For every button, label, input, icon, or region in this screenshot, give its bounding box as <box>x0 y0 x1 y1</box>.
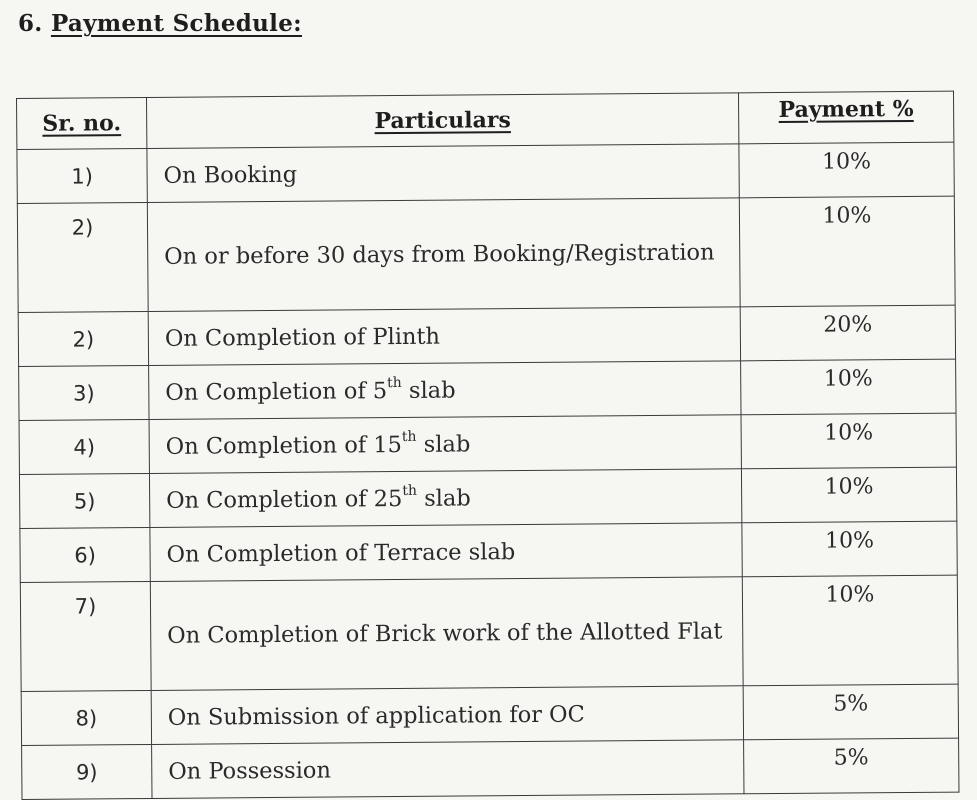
row-particular: On Submission of application for OC <box>151 686 743 745</box>
header-particulars: Particulars <box>146 93 738 149</box>
row-payment: 10% <box>742 521 957 577</box>
row-sr-no: 4) <box>19 419 149 474</box>
section-number: 6. <box>18 10 43 37</box>
header-sr-no: Sr. no. <box>17 97 147 149</box>
row-particular: On Booking <box>147 144 739 203</box>
table-row <box>19 467 956 528</box>
row-particular: On Completion of Plinth <box>148 307 740 366</box>
row-particular: On Completion of Brick work of the Allotted Flat <box>150 577 743 691</box>
row-particular: On Completion of 5th slab <box>149 361 741 420</box>
row-payment: 20% <box>740 305 955 361</box>
row-sr-no: 9) <box>22 744 152 799</box>
row-sr-no: 3) <box>19 365 149 420</box>
row-particular: On Possession <box>152 740 744 799</box>
row-particular: On Completion of 15th slab <box>149 415 741 474</box>
row-sr-no: 5) <box>19 473 149 528</box>
row-sr-no: 2) <box>18 311 148 366</box>
row-payment: 10% <box>739 196 955 307</box>
payment-schedule-table <box>16 91 959 800</box>
table-row <box>22 738 959 799</box>
section-title: Payment Schedule: <box>50 10 302 37</box>
row-particular: On Completion of Terrace slab <box>150 523 742 582</box>
row-sr-no: 1) <box>17 148 147 203</box>
table-header-row <box>17 91 954 149</box>
header-payment-percent: Payment % <box>738 91 953 144</box>
row-sr-no: 7) <box>20 581 151 691</box>
table-row <box>20 521 957 582</box>
row-particular: On or before 30 days from Booking/Registration <box>147 198 740 312</box>
row-payment: 10% <box>742 575 958 686</box>
table-row <box>19 359 956 420</box>
table-row <box>20 575 958 691</box>
row-payment: 10% <box>741 359 956 415</box>
row-sr-no: 2) <box>17 202 148 312</box>
table-row <box>21 684 958 745</box>
row-payment: 10% <box>741 467 956 523</box>
table-row <box>17 142 954 203</box>
table-row <box>19 413 956 474</box>
payment-schedule-table-wrapper <box>16 91 958 800</box>
table-row <box>18 305 955 366</box>
section-heading <box>18 10 302 37</box>
row-sr-no: 6) <box>20 527 150 582</box>
row-payment: 5% <box>744 738 959 794</box>
row-payment: 10% <box>739 142 954 198</box>
row-sr-no: 8) <box>21 690 151 745</box>
row-particular: On Completion of 25th slab <box>149 469 741 528</box>
row-payment: 10% <box>741 413 956 469</box>
row-payment: 5% <box>743 684 958 740</box>
table-row <box>17 196 955 312</box>
